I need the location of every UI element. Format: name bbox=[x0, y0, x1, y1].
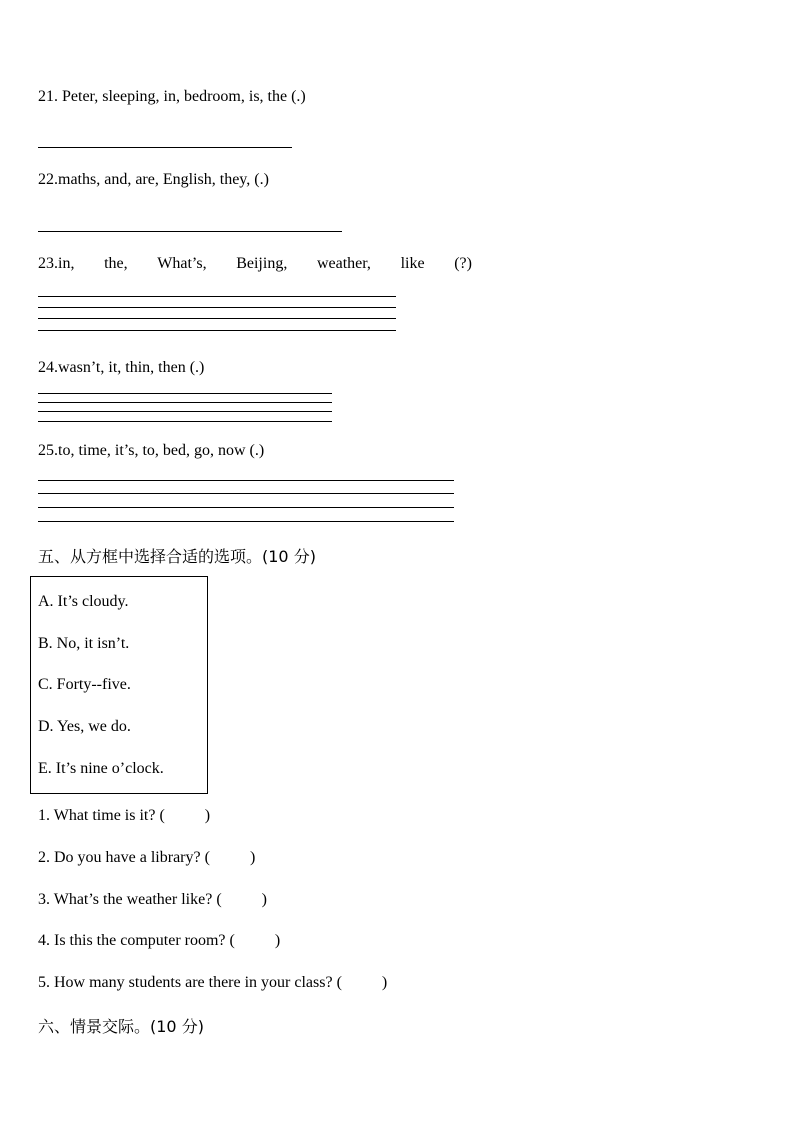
answer-line[interactable] bbox=[38, 318, 396, 319]
question-words: Peter, sleeping, in, bedroom, is, the (.) bbox=[62, 88, 306, 105]
answer-line[interactable] bbox=[38, 393, 332, 394]
answer-line[interactable] bbox=[38, 421, 332, 422]
option-e: E. It’s nine o’clock. bbox=[38, 760, 164, 777]
word-token: (?) bbox=[454, 255, 472, 272]
match-question-4 bbox=[38, 932, 280, 950]
question-25: 25.to, time, it’s, to, bed, go, now (.) bbox=[38, 442, 265, 459]
answer-line[interactable] bbox=[38, 402, 332, 403]
answer-line[interactable] bbox=[38, 296, 396, 297]
question-text: 1. What time is it? bbox=[38, 807, 156, 824]
answer-line[interactable] bbox=[38, 480, 454, 481]
question-words: to, time, it’s, to, bed, go, now (.) bbox=[58, 442, 265, 459]
question-text: 2. Do you have a library? bbox=[38, 849, 201, 866]
word-token: the, bbox=[104, 255, 128, 272]
option-d: D. Yes, we do. bbox=[38, 718, 131, 735]
question-words: maths, and, are, English, they, (.) bbox=[58, 171, 269, 188]
question-text: 5. How many students are there in your class? bbox=[38, 974, 333, 991]
answer-line[interactable] bbox=[38, 330, 396, 331]
match-question-2 bbox=[38, 849, 255, 867]
question-24: 24.wasn’t, it, thin, then (.) bbox=[38, 359, 205, 376]
answer-blank[interactable]: ( ) bbox=[336, 974, 388, 991]
answer-line[interactable] bbox=[38, 147, 292, 148]
answer-line[interactable] bbox=[38, 507, 454, 508]
answer-line[interactable] bbox=[38, 493, 454, 494]
question-number: 24 bbox=[38, 359, 54, 376]
word-token: What’s, bbox=[157, 255, 207, 272]
answer-line[interactable] bbox=[38, 521, 454, 522]
match-question-5 bbox=[38, 974, 387, 992]
word-token: weather, bbox=[316, 255, 371, 272]
match-question-1 bbox=[38, 807, 210, 825]
answer-line[interactable] bbox=[38, 411, 332, 412]
answer-blank[interactable]: ( ) bbox=[216, 891, 267, 908]
section-5-title: 五、从方框中选择合适的选项。(10 分) bbox=[38, 547, 316, 566]
question-text: 4. Is this the computer room? bbox=[38, 932, 226, 949]
word-token: like bbox=[400, 255, 425, 272]
answer-line[interactable] bbox=[38, 307, 396, 308]
answer-blank[interactable]: ( ) bbox=[159, 807, 211, 824]
match-question-3 bbox=[38, 891, 267, 909]
question-number: 21 bbox=[38, 88, 54, 105]
question-number: 22 bbox=[38, 171, 54, 188]
question-number: 25 bbox=[38, 442, 54, 459]
question-22: 22.maths, and, are, English, they, (.) bbox=[38, 171, 269, 188]
answer-blank[interactable]: ( ) bbox=[229, 932, 281, 949]
question-words: wasn’t, it, thin, then (.) bbox=[58, 359, 205, 376]
answer-line[interactable] bbox=[38, 231, 342, 232]
answer-blank[interactable]: ( ) bbox=[204, 849, 256, 866]
word-token: in, bbox=[58, 255, 75, 272]
question-number: 23 bbox=[38, 255, 54, 272]
option-b: B. No, it isn’t. bbox=[38, 635, 130, 652]
question-text: 3. What’s the weather like? bbox=[38, 891, 213, 908]
section-6-title: 六、情景交际。(10 分) bbox=[38, 1017, 204, 1036]
option-a: A. It’s cloudy. bbox=[38, 593, 129, 610]
word-token: Beijing, bbox=[236, 255, 288, 272]
question-23: 23.in, the, What’s, Beijing, weather, like (?) bbox=[38, 255, 472, 272]
question-21: 21. Peter, sleeping, in, bedroom, is, the (.) bbox=[38, 88, 306, 105]
option-c: C. Forty--five. bbox=[38, 676, 131, 693]
